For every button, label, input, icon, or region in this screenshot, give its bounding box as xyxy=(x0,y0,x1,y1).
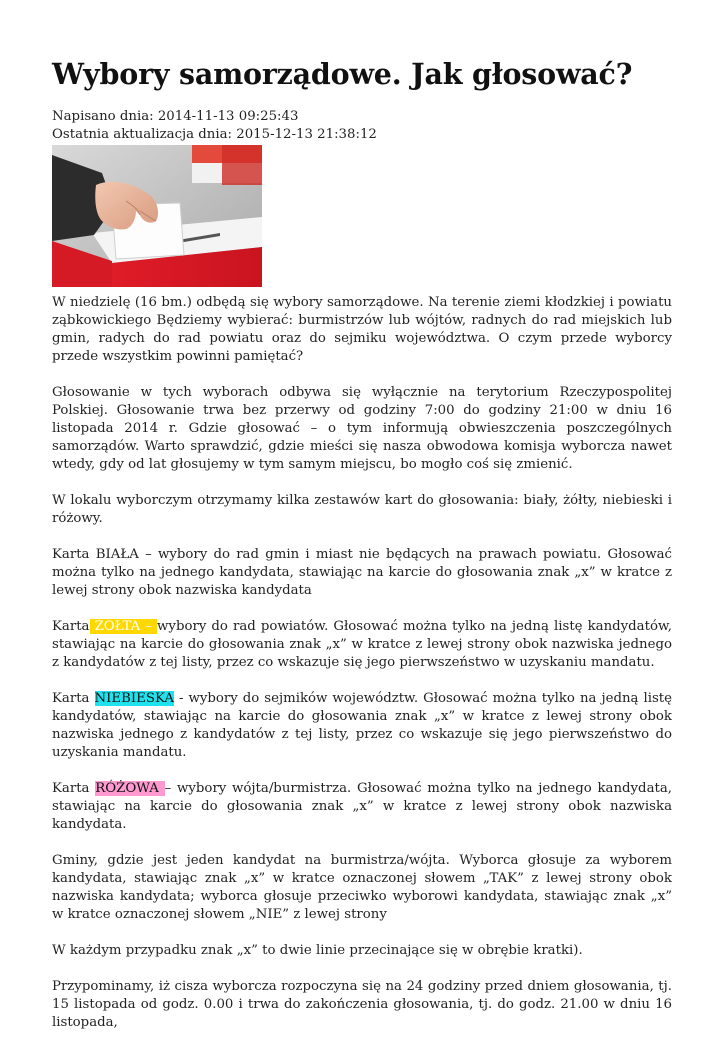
article-title: Wybory samorządowe. Jak głosować? xyxy=(52,57,633,91)
blue-card-highlight: NIEBIESKA xyxy=(94,691,174,706)
card-label: Karta xyxy=(52,619,90,634)
published-date: Napisano dnia: 2014-11-13 09:25:43 xyxy=(52,109,299,124)
paragraph-blue-card xyxy=(52,690,672,762)
card-description: - wybory do sejmików województw. Głosować można tylko na jedną listę kandydatów, stawiając na karcie do głosowania znak „x” w kratce z lewej strony obok nazwiska jednego z kandydatów z tej listy, przez co wskazuje się jego pierwszeństwo do uzyskania mandatu. xyxy=(52,691,672,760)
article-body xyxy=(52,294,672,1050)
card-description: wybory do rad powiatów. Głosować można tylko na jedną listę kandydatów, stawiając na karcie do głosowania znak „x” w kratce z lewej strony obok nazwiska jednego z kandydatów z tej listy, przez co wskazuje się jego pierwszeństwo w uzyskaniu mandatu. xyxy=(52,619,672,670)
paragraph-pink-card xyxy=(52,780,672,834)
paragraph: Głosowanie w tych wyborach odbywa się wyłącznie na terytorium Rzeczypospolitej Polskiej. Głosowanie trwa bez przerwy od godziny 7:00 do godziny 21:00 w dniu 16 listopada 2014 r. Gdzie głosować – o tym informują obwieszczenia poszczególnych samorządów. Warto sprawdzić, gdzie mieści się nasza obwodowa komisja wyborcza nawet wtedy, gdy od lat głosujemy w tym samym miejscu, bo mogło coś się zmienić. xyxy=(52,385,672,472)
paragraph: Gminy, gdzie jest jeden kandydat na burmistrza/wójta. Wyborca głosuje za wyborem kandydata, stawiając znak „x” w kratce oznaczonej słowem „TAK” z lewej strony obok nazwiska kandydata; wyborca głosuje przeciwko wyborowi kandydata, stawiając znak „x” w kratce oznaczonej słowem „NIE” z lewej strony xyxy=(52,853,672,922)
paragraph: W lokalu wyborczym otrzymamy kilka zestawów kart do głosowania: biały, żółty, niebieski i różowy. xyxy=(52,493,672,526)
card-description: – wybory wójta/burmistrza. Głosować można tylko na jednego kandydata, stawiając na karcie do głosowania znak „x” w kratce z lewej strony obok nazwiska kandydata. xyxy=(52,781,672,832)
pink-card-highlight: RÓŻOWA xyxy=(95,781,165,796)
article-meta xyxy=(52,108,377,144)
card-label: Karta xyxy=(52,691,95,706)
updated-date: Ostatnia aktualizacja dnia: 2015-12-13 21:38:12 xyxy=(52,127,377,142)
paragraph-white-card: Karta BIAŁA – wybory do rad gmin i miast nie będących na prawach powiatu. Głosować można tylko na jednego kandydata, stawiając na karcie do głosowania znak „x” w kratce z lewej strony obok nazwiska kandydata xyxy=(52,547,672,598)
paragraph: Przypominamy, iż cisza wyborcza rozpoczyna się na 24 godziny przed dniem głosowania, tj. 15 listopada od godz. 0.00 i trwa do zakończenia głosowania, tj. do godz. 21.00 w dniu 16 listopada, xyxy=(52,979,672,1030)
card-label: Karta xyxy=(52,781,96,796)
yellow-card-highlight: ŻÓŁTA – xyxy=(89,619,158,634)
paragraph: W niedzielę (16 bm.) odbędą się wybory samorządowe. Na terenie ziemi kłodzkiej i powiatu ząbkowickiego Będziemy wybierać: burmistrzów lub wójtów, radnych do rad miejskich lub gmin, radych do rad powiatu oraz do sejmiku województwa. O czym przede wyborcy przede wszystkim powinni pamiętać? xyxy=(52,295,672,364)
paragraph-yellow-card xyxy=(52,618,672,672)
paragraph: W każdym przypadku znak „x” to dwie linie przecinające się w obrębie kratki). xyxy=(52,943,583,958)
ballot-box-photo xyxy=(52,145,262,287)
